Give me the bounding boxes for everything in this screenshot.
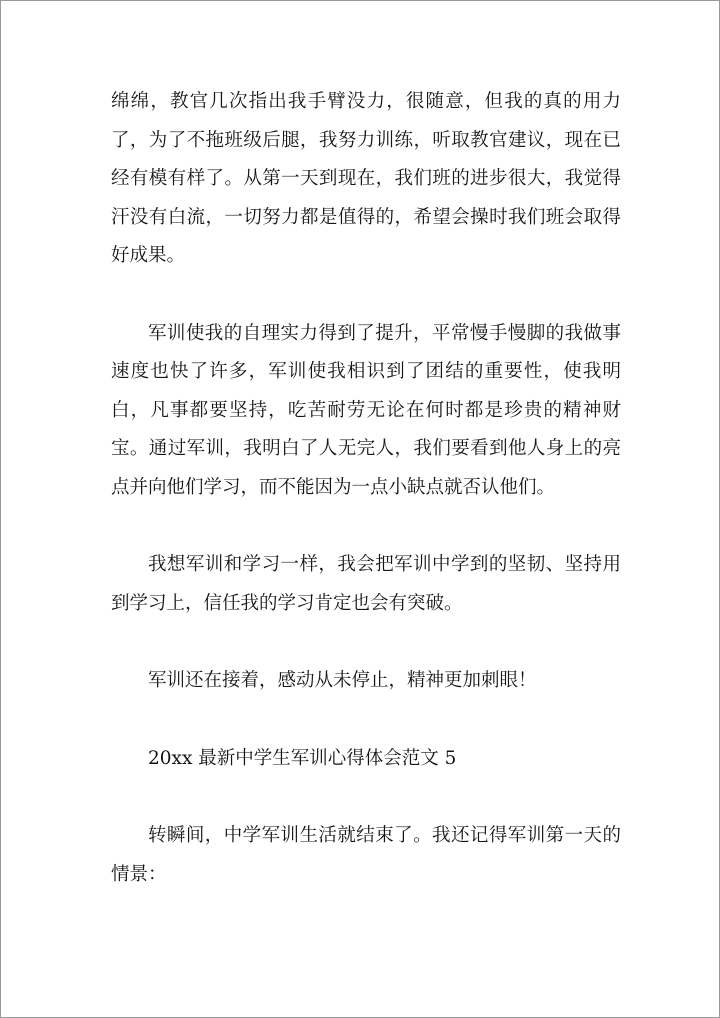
paragraph-2: 军训使我的自理实力得到了提升，平常慢手慢脚的我做事速度也快了许多，军训使我相识到了团结的重要性，使我明白，凡事都要坚持，吃苦耐劳无论在何时都是珍贵的精神财宝。通过军训，我明白了人无完人，我们要看到他人身上的亮点并向他们学习，而不能因为一点小缺点就否认他们。 [111,322,621,498]
section-heading: 20xx 最新中学生军训心得体会范文 5 [148,747,457,769]
document-body [111,83,621,933]
paragraph-5: 转瞬间，中学军训生活就结束了。我还记得军训第一天的情景： [111,825,621,885]
paragraph-1: 绵绵，教官几次指出我手臂没力，很随意，但我的真的用力了，为了不拖班级后腿，我努力训练，听取教官建议，现在已经有模有样了。从第一天到现在，我们班的进步很大，我觉得汗没有白流，一切努力都是值得的，希望会操时我们班会取得好成果。 [111,91,621,266]
paragraph-4: 军训还在接着，感动从未停止，精神更加刺眼！ [148,670,537,691]
paragraph-3: 我想军训和学习一样，我会把军训中学到的坚韧、坚持用到学习上，信任我的学习肯定也会有突破。 [111,554,621,614]
